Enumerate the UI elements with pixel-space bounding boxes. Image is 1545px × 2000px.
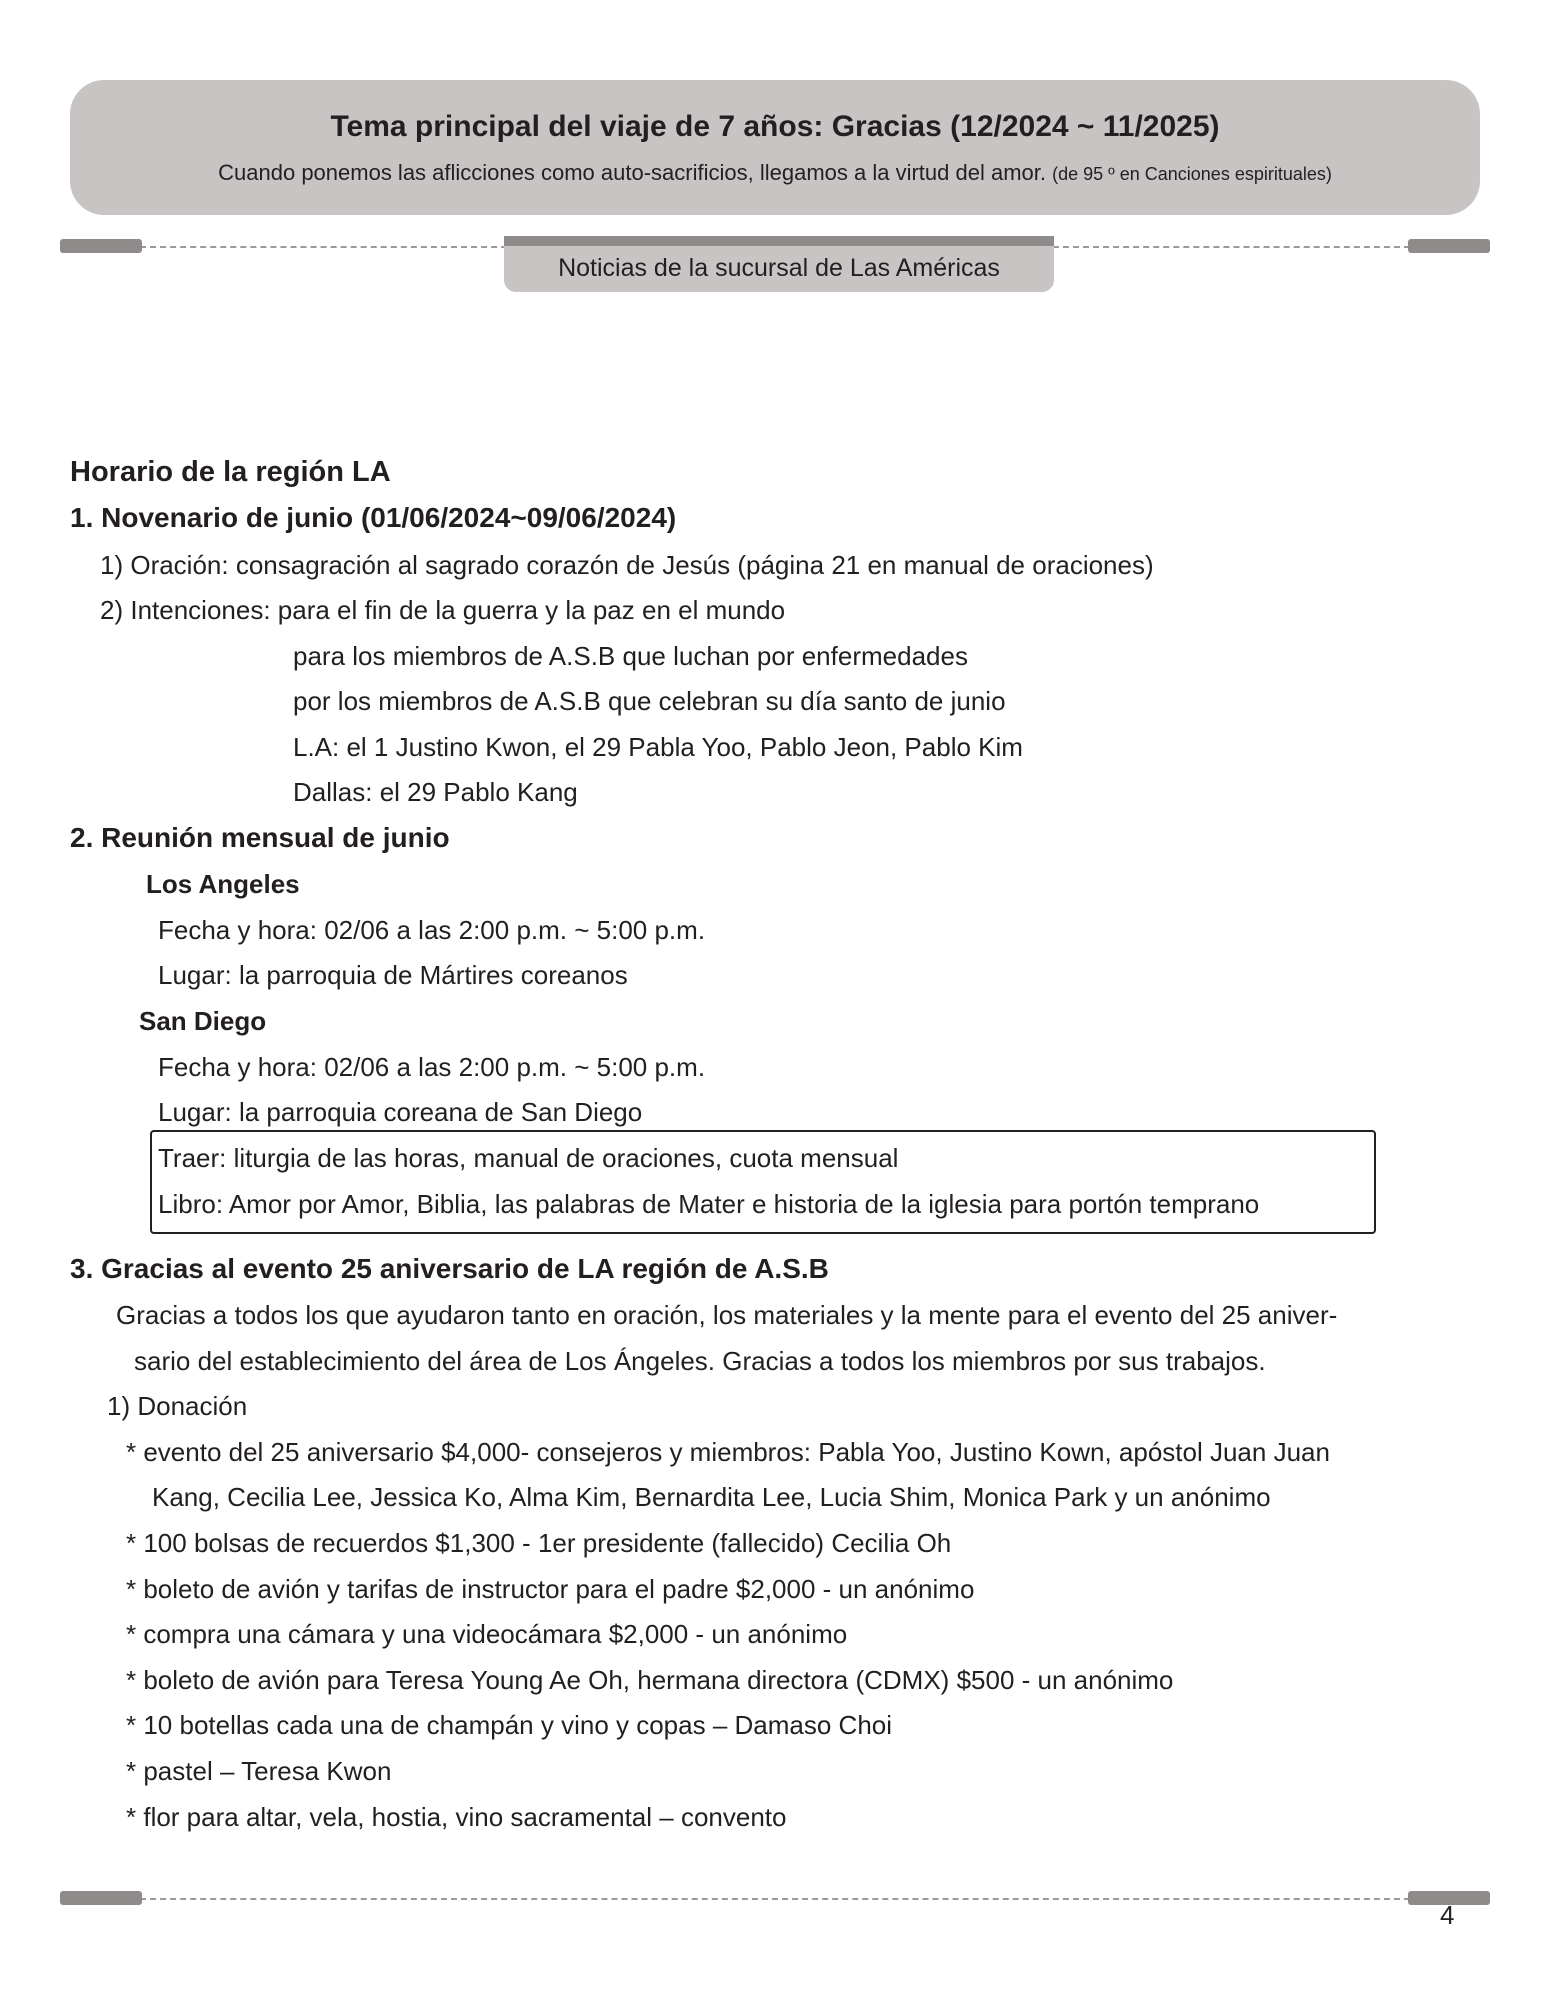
section-2-title: 2. Reunión mensual de junio bbox=[70, 822, 450, 853]
schedule-heading: Horario de la región LA bbox=[70, 456, 391, 488]
bottom-divider-left-bar bbox=[60, 1891, 142, 1905]
banner-subtitle-text: Cuando ponemos las aflicciones como auto-sacrificios, llegamos a la virtud del amor. bbox=[218, 160, 1046, 185]
donation-item: * boleto de avión y tarifas de instructor para el padre $2,000 - un anónimo bbox=[126, 1574, 975, 1604]
donation-label: 1) Donación bbox=[107, 1391, 248, 1421]
page-number: 4 bbox=[1440, 1900, 1455, 1930]
bottom-divider-line bbox=[140, 1898, 1410, 1900]
donation-item: Kang, Cecilia Lee, Jessica Ko, Alma Kim, Bernardita Lee, Lucia Shim, Monica Park y un anónimo bbox=[152, 1482, 1271, 1512]
donation-item: * compra una cámara y una videocámara $2,000 - un anónimo bbox=[126, 1619, 848, 1649]
top-divider-right-bar bbox=[1408, 239, 1490, 253]
los-angeles-label: Los Angeles bbox=[146, 869, 300, 899]
intention-line: L.A: el 1 Justino Kwon, el 29 Pabla Yoo, Pablo Jeon, Pablo Kim bbox=[293, 732, 1023, 762]
donation-item: * pastel – Teresa Kwon bbox=[126, 1756, 392, 1786]
intention-line: para los miembros de A.S.B que luchan por enfermedades bbox=[293, 641, 968, 671]
intention-line: 2) Intenciones: para el fin de la guerra y la paz en el mundo bbox=[100, 595, 786, 625]
sd-date-line: Fecha y hora: 02/06 a las 2:00 p.m. ~ 5:00 p.m. bbox=[158, 1052, 706, 1082]
section-1-title: 1. Novenario de junio (01/06/2024~09/06/2024) bbox=[70, 502, 677, 533]
intention-line: Dallas: el 29 Pablo Kang bbox=[293, 777, 578, 807]
section-3-title: 3. Gracias al evento 25 aniversario de LA región de A.S.B bbox=[70, 1253, 829, 1284]
thanks-intro-line: Gracias a todos los que ayudaron tanto en oración, los materiales y la mente para el evento del 25 aniver- bbox=[116, 1300, 1338, 1330]
bring-line: Traer: liturgia de las horas, manual de oraciones, cuota mensual bbox=[158, 1143, 899, 1173]
donation-item: * flor para altar, vela, hostia, vino sacramental – convento bbox=[126, 1802, 787, 1832]
sd-place-line: Lugar: la parroquia coreana de San Diego bbox=[158, 1097, 643, 1127]
top-divider-left-bar bbox=[60, 239, 142, 253]
san-diego-label: San Diego bbox=[139, 1006, 267, 1036]
theme-banner bbox=[70, 80, 1480, 215]
donation-item: * boleto de avión para Teresa Young Ae Oh, hermana directora (CDMX) $500 - un anónimo bbox=[126, 1665, 1174, 1695]
intention-line: por los miembros de A.S.B que celebran su día santo de junio bbox=[293, 686, 1006, 716]
thanks-intro-line: sario del establecimiento del área de Los Ángeles. Gracias a todos los miembros por sus trabajos. bbox=[134, 1346, 1266, 1376]
donation-item: * 100 bolsas de recuerdos $1,300 - 1er presidente (fallecido) Cecilia Oh bbox=[126, 1528, 952, 1558]
prayer-line: 1) Oración: consagración al sagrado corazón de Jesús (página 21 en manual de oraciones) bbox=[100, 550, 1154, 580]
banner-subtitle bbox=[70, 160, 1480, 186]
book-line: Libro: Amor por Amor, Biblia, las palabras de Mater e historia de la iglesia para portón temprano bbox=[158, 1189, 1260, 1219]
la-place-line: Lugar: la parroquia de Mártires coreanos bbox=[158, 960, 628, 990]
section-tab: Noticias de la sucursal de Las Américas bbox=[504, 236, 1054, 292]
banner-title: Tema principal del viaje de 7 años: Gracias (12/2024 ~ 11/2025) bbox=[330, 110, 1220, 143]
la-date-line: Fecha y hora: 02/06 a las 2:00 p.m. ~ 5:00 p.m. bbox=[158, 915, 706, 945]
donation-item: * 10 botellas cada una de champán y vino y copas – Damaso Choi bbox=[126, 1710, 893, 1740]
donation-item: * evento del 25 aniversario $4,000- consejeros y miembros: Pabla Yoo, Justino Kown, apóstol Juan Juan bbox=[126, 1437, 1330, 1467]
banner-subtitle-note: (de 95 º en Canciones espirituales) bbox=[1052, 164, 1332, 184]
